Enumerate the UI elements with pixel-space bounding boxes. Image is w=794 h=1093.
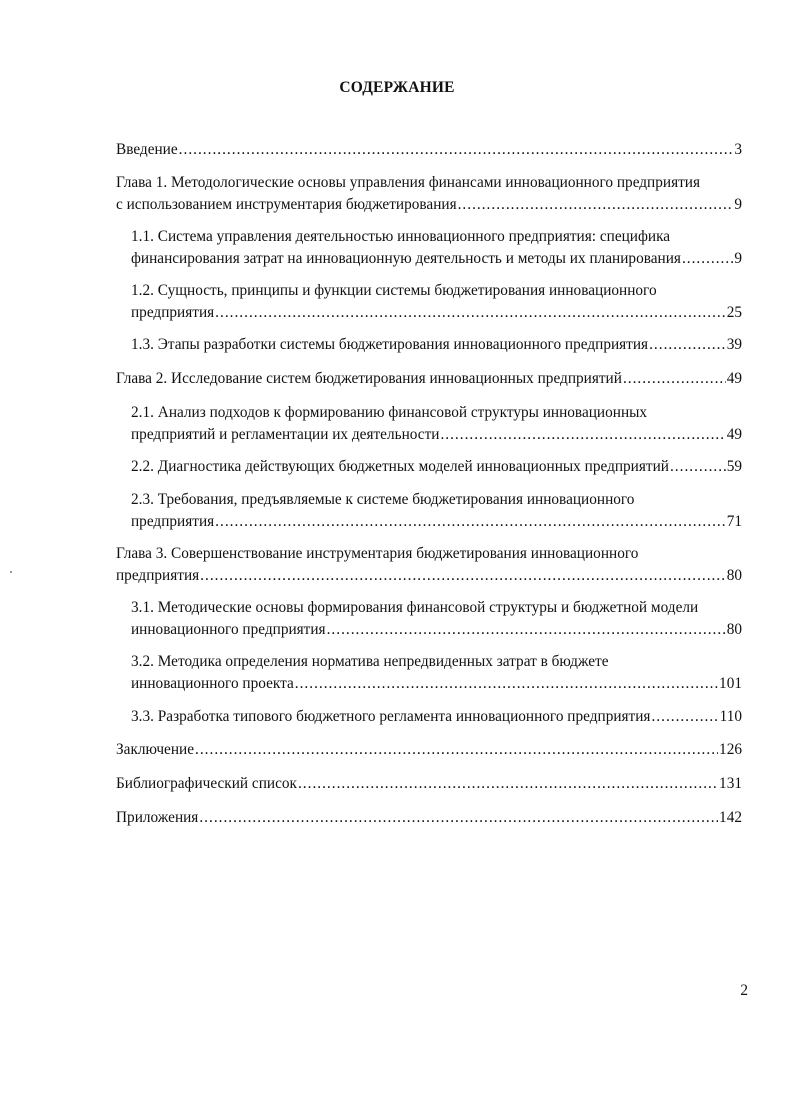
toc-entry-text: 3.1. Методические основы формирования финансовой структуры и бюджетной модели [131, 599, 699, 616]
toc-entry-text: предприятия [131, 304, 215, 321]
toc-entry-text: 1.3. Этапы разработки системы бюджетирования инновационного предприятия [131, 336, 649, 353]
toc-section-entry [131, 280, 742, 324]
toc-page-number: 142 [719, 809, 742, 826]
toc-page-number: 80 [726, 567, 742, 584]
toc-entry-line [131, 248, 742, 270]
toc-page-number: 9 [734, 196, 742, 213]
toc-section-entry [131, 334, 742, 356]
toc-entry-text: 1.1. Система управления деятельностью инновационного предприятия: специфика [131, 228, 671, 245]
toc-entry-line [116, 807, 742, 829]
toc-section-entry [131, 226, 742, 270]
toc-page-number: 39 [726, 336, 742, 353]
toc-entry-text: инновационного предприятия [131, 621, 326, 638]
dot-leader [199, 807, 718, 829]
page-title: СОДЕРЖАНИЕ [339, 79, 455, 96]
toc-entry-text: Приложения [116, 809, 199, 826]
toc-page-number: 80 [726, 621, 742, 638]
toc-section-entry [131, 651, 742, 695]
toc-section-entry [131, 597, 742, 641]
toc-section-entry [131, 456, 742, 478]
toc-entry-line [131, 673, 742, 695]
toc-page-number: 49 [726, 370, 742, 387]
toc-page-number: 71 [726, 513, 742, 530]
toc-entry-line [131, 334, 742, 356]
toc-page-number: 59 [726, 458, 742, 475]
dot-leader [215, 511, 726, 533]
toc-entry-line [131, 456, 742, 478]
toc-entry-text: предприятий и регламентации их деятельности [131, 426, 440, 443]
toc-page-number: 131 [719, 775, 742, 792]
dot-leader [298, 773, 718, 795]
dot-leader [295, 673, 718, 695]
toc-entry-text: Глава 3. Совершенствование инструментария бюджетирования инновационного [116, 545, 639, 562]
dot-leader [651, 706, 718, 728]
dot-leader [682, 248, 733, 270]
toc-page-number: 3 [734, 141, 742, 158]
toc-chapter-entry [116, 139, 742, 161]
toc-section-entry [131, 706, 742, 728]
toc-entry-line [131, 706, 742, 728]
dot-leader [179, 139, 734, 161]
toc-entry-text: 2.2. Диагностика действующих бюджетных моделей инновационных предприятий [131, 458, 669, 475]
toc-entry-text: 1.2. Сущность, принципы и функции системы бюджетирования инновационного [131, 282, 657, 299]
dot-leader [649, 334, 726, 356]
toc-chapter-entry [116, 807, 742, 829]
toc-entry-line [131, 302, 742, 324]
toc-entry-line [116, 139, 742, 161]
toc-entry-text: Заключение [116, 741, 195, 758]
toc-page-number: 9 [734, 250, 742, 267]
toc-page-number: 49 [726, 426, 742, 443]
toc-entry-text: финансирования затрат на инновационную деятельность и методы их планирования [131, 250, 681, 267]
toc-entry-line [116, 565, 742, 587]
toc-entry-text: Глава 1. Методологические основы управления финансами инновационного предприятия [116, 174, 701, 191]
toc-entry-text: Глава 2. Исследование систем бюджетирования инновационных предприятий [116, 370, 622, 387]
toc-section-entry [131, 402, 742, 446]
toc-entry-line [116, 773, 742, 795]
dot-leader [670, 456, 726, 478]
dot-leader [623, 368, 726, 390]
page-number: 2 [740, 982, 748, 999]
toc-chapter-entry [116, 172, 742, 216]
toc-entry-line [116, 194, 742, 216]
toc-entry-text: предприятия [116, 567, 200, 584]
toc-entry-line [131, 619, 742, 641]
dot-leader [195, 739, 718, 761]
dot-leader [200, 565, 726, 587]
toc-chapter-entry [116, 739, 742, 761]
toc-page-number: 25 [726, 304, 742, 321]
toc-entry-line [116, 739, 742, 761]
toc-entry-text: 2.1. Анализ подходов к формированию финансовой структуры инновационных [131, 404, 648, 421]
toc-chapter-entry [116, 773, 742, 795]
toc-entry-line [131, 424, 742, 446]
toc-entry-text: 3.2. Методика определения норматива непредвиденных затрат в бюджете [131, 653, 609, 670]
toc-chapter-entry [116, 543, 742, 587]
toc-page-number: 126 [719, 741, 742, 758]
toc-page-number: 101 [719, 675, 742, 692]
toc-entry-text: инновационного проекта [131, 675, 294, 692]
toc-entry-line [116, 368, 742, 390]
toc-entry-text: 2.3. Требования, предъявляемые к системе бюджетирования инновационного [131, 491, 635, 508]
toc-section-entry [131, 489, 742, 533]
dot-leader [440, 424, 725, 446]
toc-entry-text: 3.3. Разработка типового бюджетного регламента инновационного предприятия [131, 708, 651, 725]
toc-entry-text: Библиографический список [116, 775, 297, 792]
toc-page-number: 110 [719, 708, 742, 725]
toc-entry-text: Введение [116, 141, 178, 158]
dot-leader [327, 619, 726, 641]
scan-speck [10, 571, 12, 573]
toc-chapter-entry [116, 368, 742, 390]
dot-leader [215, 302, 726, 324]
toc-entry-text: предприятия [131, 513, 215, 530]
dot-leader [458, 194, 734, 216]
toc-entry-text: с использованием инструментария бюджетирования [116, 196, 457, 213]
toc-entry-line [131, 511, 742, 533]
